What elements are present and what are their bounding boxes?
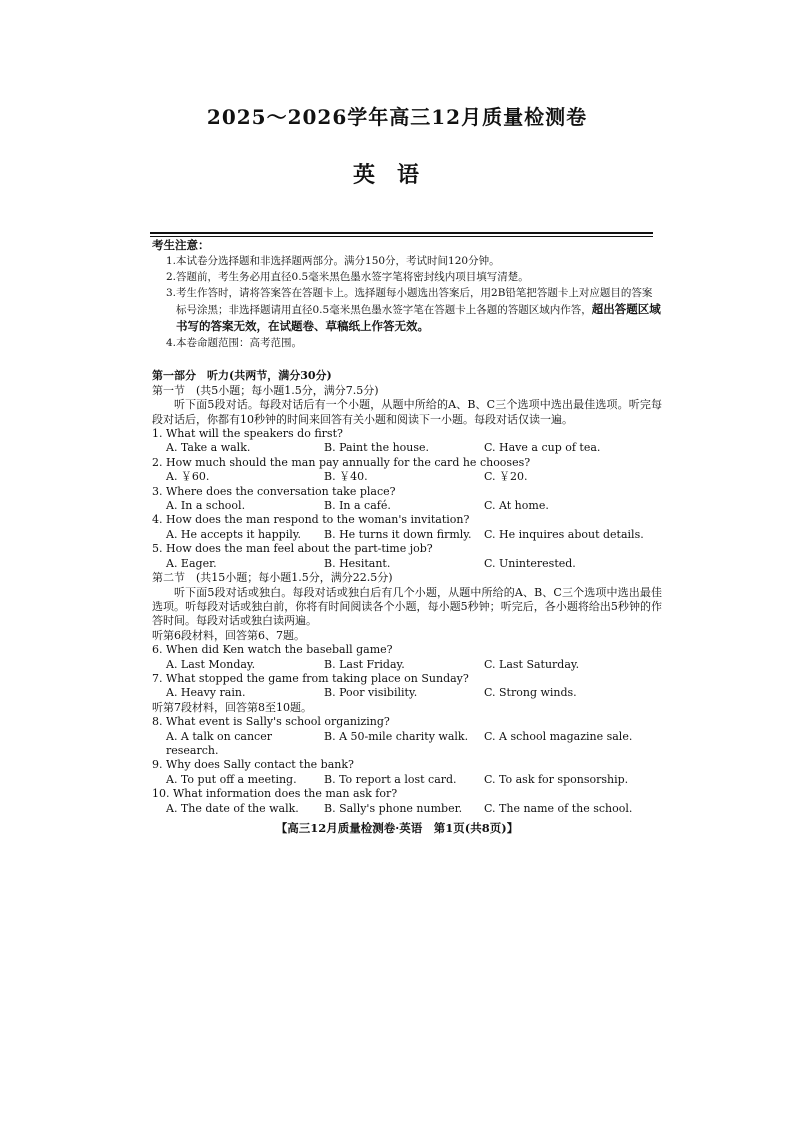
option-a: A. Eager.: [166, 556, 217, 570]
option-a: A. In a school.: [166, 499, 246, 513]
notice-heading: 考生注意：: [152, 238, 210, 252]
option-c: C. A school magazine sale.: [484, 729, 633, 743]
spacer: [152, 351, 662, 369]
section1-title: 第一节 (共5小题；每小题1.5分，满分7.5分): [152, 383, 379, 397]
question-8-options: [152, 730, 662, 759]
exam-title: 2025～2026学年高三12月质量检测卷: [206, 105, 588, 129]
header-rule-thick: [150, 232, 653, 234]
option-b: B. Sally's phone number.: [324, 801, 463, 815]
option-c: C. Uninterested.: [484, 556, 576, 570]
subject-heading: 英语: [352, 162, 441, 188]
option-b: B. Poor visibility.: [324, 686, 418, 700]
option-a: A. Last Monday.: [166, 657, 256, 671]
notice-item-3-emphasis: 超出答题区域书写的答案无效，在试题卷、草稿纸上作答无效。: [176, 302, 661, 334]
option-a: A. ￥60.: [166, 470, 210, 484]
option-b: B. Paint the house.: [324, 441, 430, 455]
question-6-options: [152, 658, 662, 672]
section2-title: 第二节 (共15小题；每小题1.5分，满分22.5分): [152, 571, 393, 585]
option-b: B. ￥40.: [324, 470, 368, 484]
question-7-options: [152, 686, 662, 700]
option-a: A. The date of the walk.: [166, 801, 299, 815]
material-6-note: 听第6段材料，回答第6、7题。: [152, 628, 305, 642]
question-9: 9. Why does Sally contact the bank?: [152, 758, 354, 772]
question-2-options: [152, 470, 662, 484]
question-10: 10. What information does the man ask for?: [152, 787, 398, 801]
notice-item-2: 2.答题前，考生务必用直径0.5毫米黑色墨水签字笔将密封线内项目填写清楚。: [166, 271, 529, 284]
part1-title: 第一部分 听力(共两节，满分30分): [152, 369, 332, 383]
notice-item-4: 4.本卷命题范围：高考范围。: [166, 337, 303, 350]
question-6: 6. When did Ken watch the baseball game?: [152, 643, 393, 657]
header-rule-thin: [150, 236, 653, 237]
question-3-options: [152, 499, 662, 513]
question-4-options: [152, 528, 662, 542]
option-b: B. In a café.: [324, 499, 391, 513]
option-b: B. To report a lost card.: [324, 772, 457, 786]
option-c: C. Last Saturday.: [484, 657, 580, 671]
option-c: C. ￥20.: [484, 470, 528, 484]
option-c: C. At home.: [484, 499, 549, 513]
question-2: 2. How much should the man pay annually for the card he chooses?: [152, 455, 531, 469]
question-5-options: [152, 557, 662, 571]
option-c: C. Have a cup of tea.: [484, 441, 601, 455]
question-4: 4. How does the man respond to the woman's invitation?: [152, 513, 470, 527]
question-1: 1. What will the speakers do first?: [152, 427, 343, 441]
option-b: B. Last Friday.: [324, 657, 405, 671]
option-a: A. Heavy rain.: [166, 686, 246, 700]
option-a: A. A talk on cancer research.: [166, 729, 272, 757]
page-footer: 【高三12月质量检测卷·英语 第1页(共8页)】: [275, 821, 519, 835]
option-b: B. He turns it down firmly.: [324, 527, 472, 541]
section1-instructions: 听下面5段对话。每段对话后有一个小题，从题中所给的A、B、C三个选项中选出最佳选项。听完每段对话后，你都有10秒钟的时间来回答有关小题和阅读下一小题。每段对话仅读一遍。: [152, 398, 662, 426]
option-c: C. Strong winds.: [484, 686, 577, 700]
option-a: A. He accepts it happily.: [166, 527, 301, 541]
option-c: C. The name of the school.: [484, 801, 633, 815]
option-c: C. He inquires about details.: [484, 527, 644, 541]
exam-content: [152, 238, 662, 816]
question-8: 8. What event is Sally's school organizing?: [152, 715, 390, 729]
option-b: B. Hesitant.: [324, 556, 391, 570]
option-b: B. A 50-mile charity walk.: [324, 729, 469, 743]
option-a: A. To put off a meeting.: [166, 772, 297, 786]
notice-item-3: [152, 285, 662, 335]
notice-item-1: 1.本试卷分选择题和非选择题两部分。满分150分，考试时间120分钟。: [166, 255, 500, 268]
section2-instructions: 听下面5段对话或独白。每段对话或独白后有几个小题，从题中所给的A、B、C三个选项中选出最佳选项。听每段对话或独白前，你将有时间阅读各个小题，每小题5秒钟；听完后，各小题将给出5秒钟的作答时间。每段对话或独白读两遍。: [152, 585, 662, 628]
option-c: C. To ask for sponsorship.: [484, 772, 629, 786]
question-10-options: [152, 802, 662, 816]
question-1-options: [152, 441, 662, 455]
question-3: 3. Where does the conversation take place?: [152, 484, 396, 498]
material-7-note: 听第7段材料，回答第8至10题。: [152, 700, 312, 714]
question-7: 7. What stopped the game from taking place on Sunday?: [152, 671, 469, 685]
question-9-options: [152, 773, 662, 787]
notice-item-3-text: 3.考生作答时，请将答案答在答题卡上。选择题每小题选出答案后，用2B铅笔把答题卡上对应题目的答案标号涂黑；非选择题请用直径0.5毫米黑色墨水签字笔在答题卡上各题的答题区域内作答，: [166, 287, 653, 317]
option-a: A. Take a walk.: [166, 441, 251, 455]
question-5: 5. How does the man feel about the part-time job?: [152, 542, 433, 556]
